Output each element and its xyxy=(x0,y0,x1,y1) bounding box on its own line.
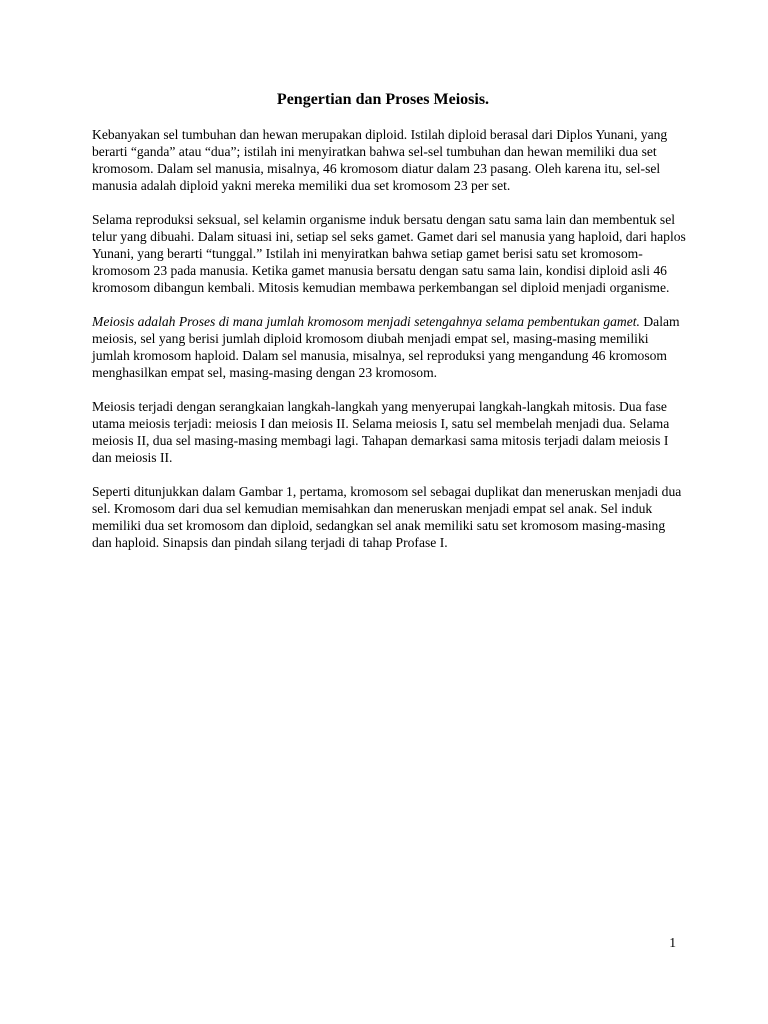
paragraph-meiosis-phases xyxy=(92,398,688,466)
document-body xyxy=(92,126,688,568)
paragraph-text: Seperti ditunjukkan dalam Gambar 1, pertama, kromosom sel sebagai duplikat dan meneruskan menjadi dua sel. Kromosom dari dua sel kemudian memisahkan dan meneruskan menjadi empat sel anak. Sel induk memiliki dua set kromosom dan diploid, sedangkan sel anak memiliki satu set kromosom masing-masing dan haploid. Sinapsis dan pindah silang terjadi di tahap Profase I. xyxy=(92,484,682,550)
paragraph-diploid xyxy=(92,126,688,194)
paragraph-text: Selama reproduksi seksual, sel kelamin organisme induk bersatu dengan satu sama lain dan membentuk sel telur yang dibuahi. Dalam situasi ini, setiap sel seks gamet. Gamet dari sel manusia yang haploid, dari haplos Yunani, yang berarti “tunggal.” Istilah ini menyiratkan bahwa setiap gamet berisi satu set kromosom-kromosom 23 pada manusia. Ketika gamet manusia bersatu dengan satu sama lain, kondisi diploid asli 46 kromosom dibangun kembali. Mitosis kemudian membawa perkembangan sel diploid menjadi organisme. xyxy=(92,212,686,295)
paragraph-reproduksi xyxy=(92,211,688,296)
paragraph-gambar xyxy=(92,483,688,551)
document-title: Pengertian dan Proses Meiosis. xyxy=(276,91,490,108)
paragraph-meiosis-definition xyxy=(92,313,688,381)
paragraph-text: Dalam meiosis, sel yang berisi jumlah diploid kromosom diubah menjadi empat sel, masing-masing memiliki jumlah kromosom haploid. Dalam sel manusia, misalnya, sel reproduksi yang mengandung 46 kromosom menghasilkan empat sel, masing-masing dengan 23 kromosom. xyxy=(92,314,680,380)
paragraph-text: Meiosis terjadi dengan serangkaian langkah-langkah yang menyerupai langkah-langkah mitosis. Dua fase utama meiosis terjadi: meiosis I dan meiosis II. Selama meiosis I, satu sel membelah menjadi dua. Selama meiosis II, dua sel masing-masing membagi lagi. Tahapan demarkasi sama mitosis terjadi dalam meiosis I dan meiosis II. xyxy=(92,399,670,465)
page-number: 1 xyxy=(669,935,676,950)
paragraph-text: Kebanyakan sel tumbuhan dan hewan merupakan diploid. Istilah diploid berasal dari Diplos Yunani, yang berarti “ganda” atau “dua”; istilah ini menyiratkan bahwa sel-sel tumbuhan dan hewan memiliki dua set kromosom. Dalam sel manusia, misalnya, 46 kromosom diatur dalam 23 pasang. Oleh karena itu, sel-sel manusia adalah diploid yakni mereka memiliki dua set kromosom 23 per set. xyxy=(92,127,668,193)
italic-definition: Meiosis adalah Proses di mana jumlah kromosom menjadi setengahnya selama pembentukan gamet. xyxy=(92,314,640,329)
